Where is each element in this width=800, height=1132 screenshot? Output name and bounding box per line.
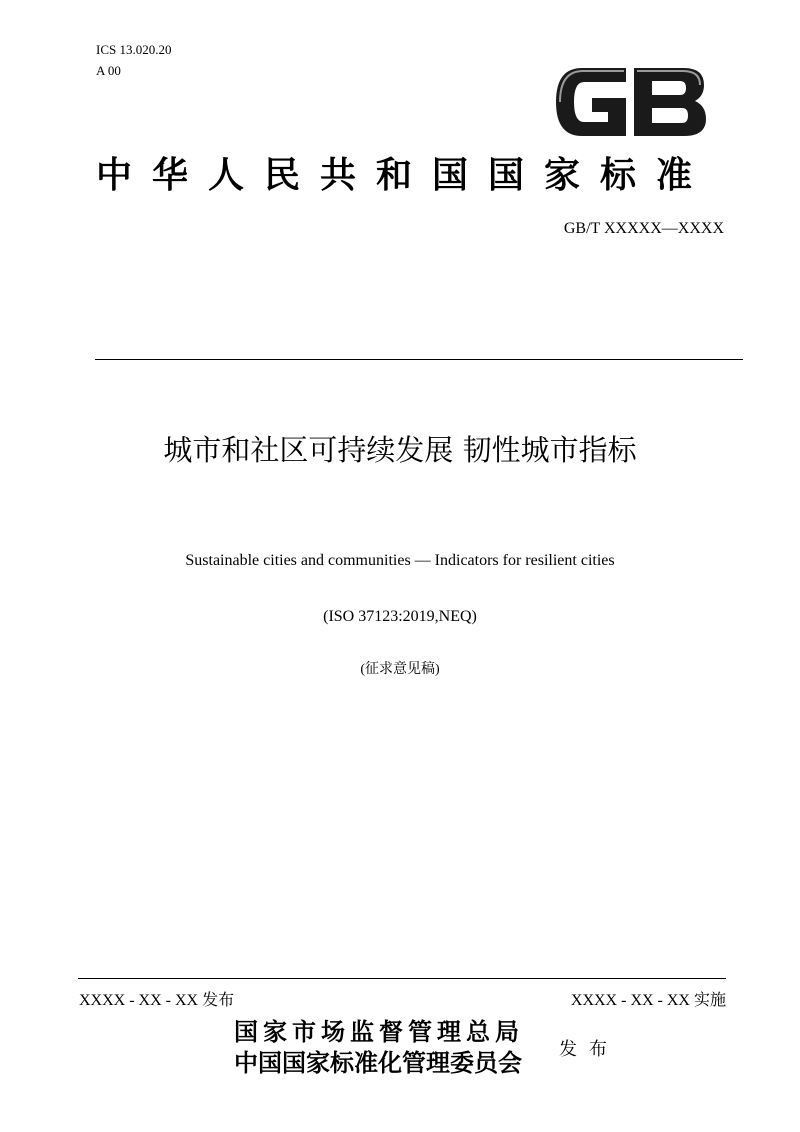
gb-logo: [552, 62, 708, 142]
bottom-divider: [78, 978, 726, 979]
standard-number: GB/T XXXXX—XXXX: [563, 220, 724, 237]
implementation-date: XXXX - XX - XX 实施: [570, 992, 726, 1009]
iso-reference: (ISO 37123:2019,NEQ): [323, 608, 477, 625]
ics-code: ICS 13.020.20: [96, 42, 172, 57]
top-divider: [95, 359, 743, 360]
issue-date: XXXX - XX - XX 发布: [79, 992, 235, 1009]
national-standard-title: 中华人民共和国国家标准: [96, 155, 713, 196]
publish-label: 发布: [559, 1039, 619, 1060]
ccs-code: A 00: [96, 63, 121, 78]
english-title: Sustainable cities and communities — Indicators for resilient cities: [185, 552, 615, 569]
draft-status: (征求意见稿): [360, 662, 440, 677]
issuer-line-2: 中国国家标准化管理委员会: [234, 1048, 522, 1077]
issuer-line-1: 国家市场监督管理总局: [234, 1017, 524, 1046]
chinese-title: 城市和社区可持续发展 韧性城市指标: [163, 433, 637, 467]
